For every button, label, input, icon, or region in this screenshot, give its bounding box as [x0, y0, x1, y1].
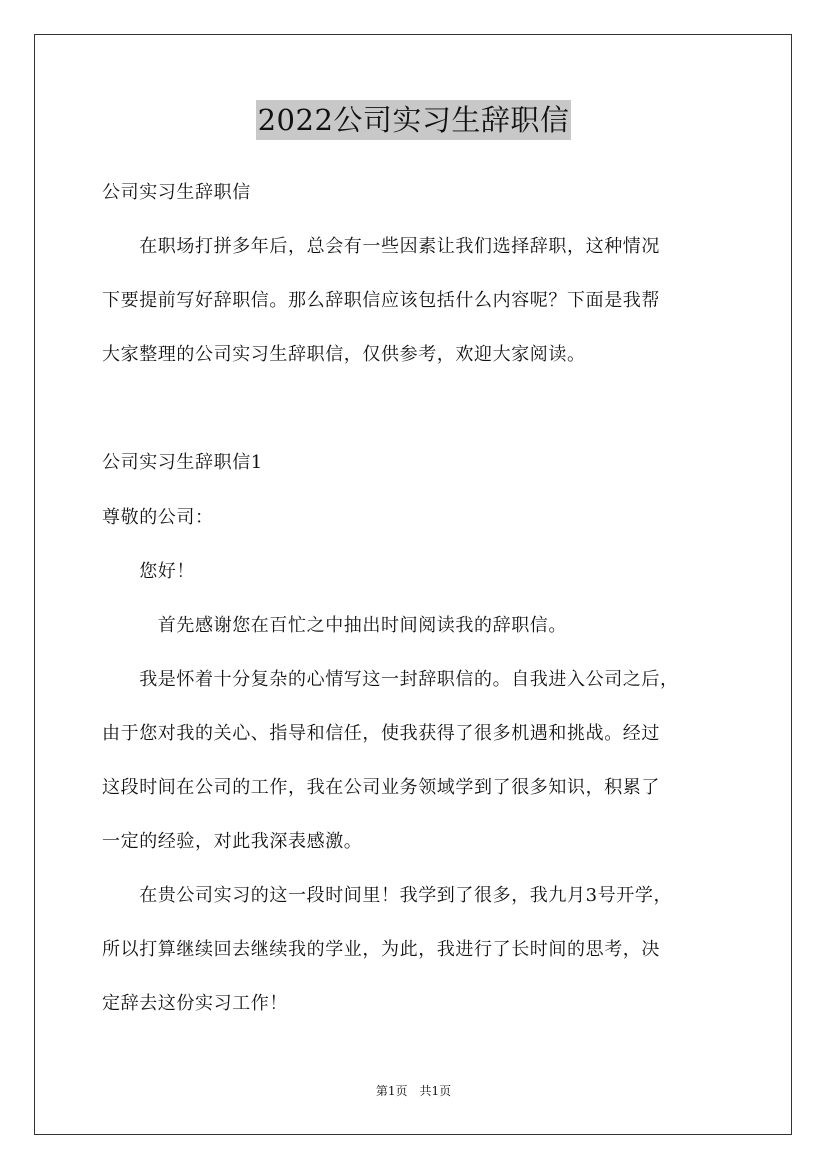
page-footer: 第1页 共1页	[375, 1084, 452, 1098]
salutation: 尊敬的公司：	[102, 507, 214, 528]
subheading: 公司实习生辞职信	[102, 182, 251, 203]
document-title: 2022公司实习生辞职信	[256, 100, 572, 140]
paragraph-line: 定辞去这份实习工作！	[102, 993, 288, 1014]
paragraph-line: 所以打算继续回去继续我的学业，为此，我进行了长时间的思考，决	[102, 939, 660, 960]
greeting: 您好！	[102, 561, 195, 582]
paragraph-line: 由于您对我的关心、指导和信任，使我获得了很多机遇和挑战。经过	[102, 723, 660, 744]
title-container	[0, 100, 827, 140]
paragraph-line: 在职场打拼多年后，总会有一些因素让我们选择辞职，这种情况	[102, 236, 660, 257]
paragraph-line: 大家整理的公司实习生辞职信，仅供参考，欢迎大家阅读。	[102, 344, 586, 365]
paragraph-line: 在贵公司实习的这一段时间里！我学到了很多，我九月3号开学，	[102, 885, 673, 906]
section-heading: 公司实习生辞职信1	[102, 452, 263, 473]
paragraph-line: 下要提前写好辞职信。那么辞职信应该包括什么内容呢？下面是我帮	[102, 290, 660, 311]
paragraph-line: 这段时间在公司的工作，我在公司业务领域学到了很多知识，积累了	[102, 777, 660, 798]
paragraph-line: 一定的经验，对此我深表感激。	[102, 831, 363, 852]
paragraph-line: 我是怀着十分复杂的心情写这一封辞职信的。自我进入公司之后，	[102, 669, 679, 690]
paragraph-line: 首先感谢您在百忙之中抽出时间阅读我的辞职信。	[102, 615, 567, 636]
